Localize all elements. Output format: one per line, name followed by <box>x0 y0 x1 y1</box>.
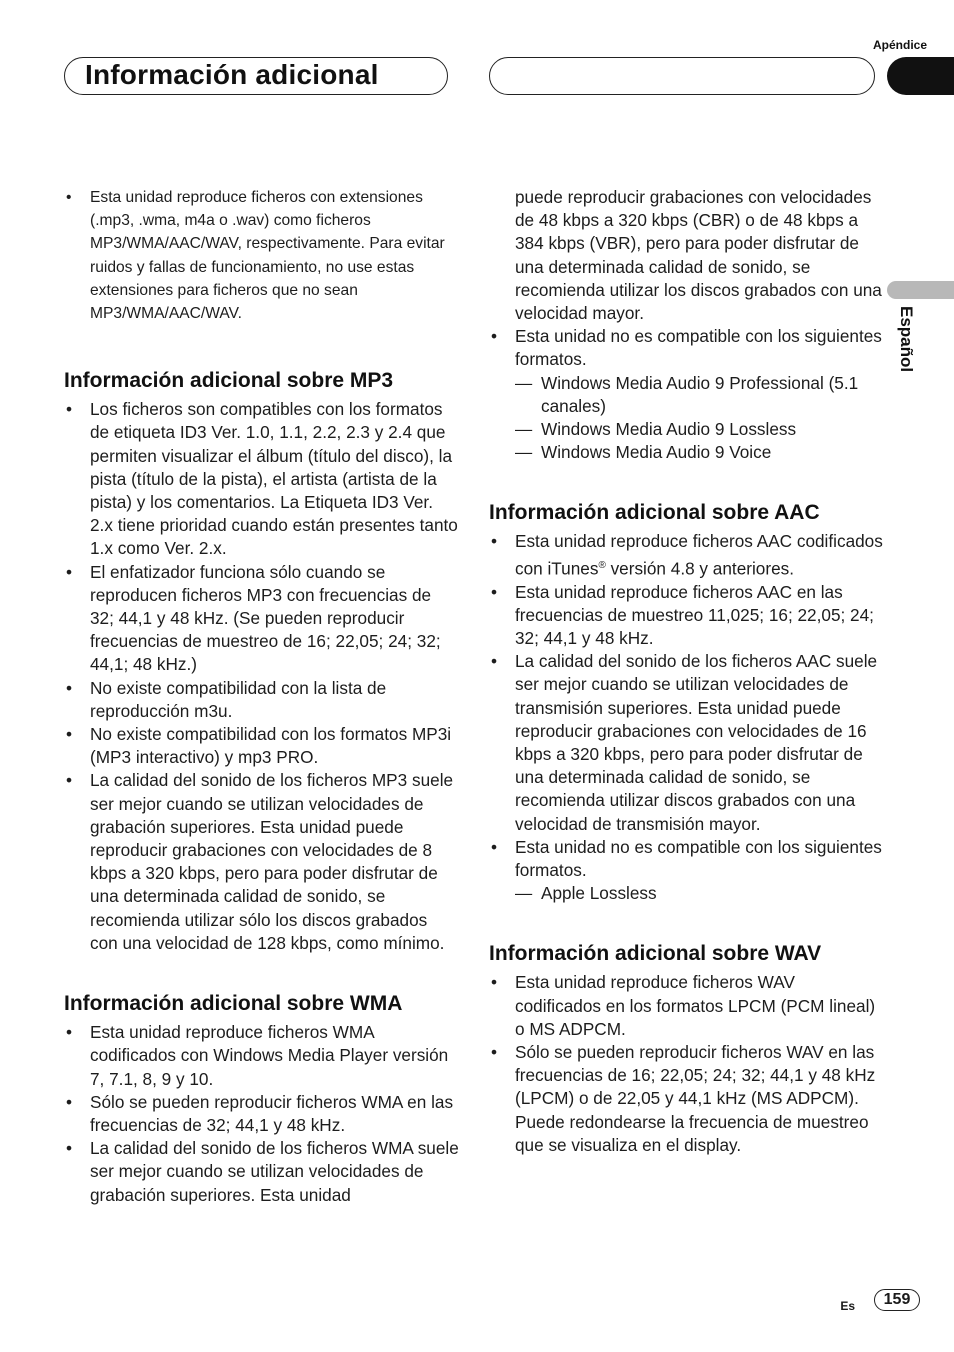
list-item: • La calidad del sonido de los ficheros AAC suele ser mejor cuando se utilizan velocidades de transmisión superiores. Esta unidad puede reproducir grabaciones con velocidades de 16 kbps a 320 kbps, pero para poder disfrutar de una determinada calidad de sonido, se recomienda utilizar discos grabados con una velocidad de transmisión mayor. <box>489 650 884 836</box>
wma-incompatible-list <box>489 325 884 464</box>
list-item: • La calidad del sonido de los ficheros WMA suele ser mejor cuando se utilizan velocidades de grabación superiores. Esta unidad <box>64 1137 459 1207</box>
language-tab-marker <box>887 281 954 299</box>
page-title: Información adicional <box>85 59 379 90</box>
language-tab-label: Español <box>897 306 916 373</box>
list-item: • La calidad del sonido de los ficheros MP3 suele ser mejor cuando se utilizan velocidades de grabación superiores. Esta unidad puede reproducir grabaciones con velocidades de 8 kbps a 320 kbps, pero para poder disfrutar de una determinada calidad de sonido, se recomienda utilizar sólo los discos grabados con una velocidad de 128 kbps, como mínimo. <box>64 769 459 955</box>
right-column <box>489 186 884 1157</box>
header-empty-frame <box>489 57 875 95</box>
sub-list-item: — Windows Media Audio 9 Voice <box>515 441 884 464</box>
mp3-list <box>64 398 459 955</box>
list-item-text: Esta unidad no es compatible con los siguientes formatos. <box>515 836 882 881</box>
list-item: • Sólo se pueden reproducir ficheros WMA en las frecuencias de 32; 44,1 y 48 kHz. <box>64 1091 459 1137</box>
aac-item-text-b: versión 4.8 y anteriores. <box>605 558 795 579</box>
list-item: • Los ficheros son compatibles con los formatos de etiqueta ID3 Ver. 1.0, 1.1, 2.2, 2.3 y 2.4 que permiten visualizar el álbum (título del disco), la pista (título de la pista), el artista (artista de la pista) y los comentarios. La Etiqueta ID3 Ver. 2.x tiene prioridad cuando están presentes tanto 1.x como Ver. 2.x. <box>64 398 459 560</box>
intro-bullet: • Esta unidad reproduce ficheros con extensiones (.mp3, .wma, m4a o .wav) como ficheros MP3/WMA/AAC/WAV, respectivamente. Para evitar ruidos y fallas de funcionamiento, no use estas extensiones para ficheros que no sean MP3/WMA/AAC/WAV. <box>64 186 459 325</box>
wma-list <box>64 1021 459 1207</box>
footer-language: Es <box>840 1299 855 1313</box>
list-item <box>489 325 884 464</box>
registered-mark: ® <box>598 559 606 571</box>
wav-list <box>489 971 884 1157</box>
aac-list <box>489 530 884 905</box>
sub-list-item: — Windows Media Audio 9 Lossless <box>515 418 884 441</box>
list-item <box>489 530 884 580</box>
list-item: • El enfatizador funciona sólo cuando se reproducen ficheros MP3 con frecuencias de 32; 44,1 y 48 kHz. (Se pueden reproducir frecuencias de muestreo de 16; 22,05; 24; 32; 44,1; 48 kHz.) <box>64 561 459 677</box>
wma-heading: Información adicional sobre WMA <box>64 992 403 1016</box>
list-item <box>489 836 884 906</box>
page-title-frame <box>64 57 448 95</box>
header-black-tab <box>887 57 954 95</box>
aac-heading: Información adicional sobre AAC <box>489 501 820 525</box>
left-column <box>64 186 459 1207</box>
wma-continued-text: puede reproducir grabaciones con velocidades de 48 kbps a 320 kbps (CBR) o de 48 kbps a 384 kbps (VBR), pero para poder disfrutar de una determinada calidad de sonido, se recomienda utilizar los discos grabados con una velocidad mayor. <box>515 187 882 324</box>
list-item: • Esta unidad reproduce ficheros WAV codificados en los formatos LPCM (PCM lineal) o MS ADPCM. <box>489 971 884 1041</box>
section-label: Apéndice <box>872 38 927 52</box>
sub-list-item: — Apple Lossless <box>515 882 884 905</box>
list-item: • Esta unidad reproduce ficheros AAC en las frecuencias de muestreo 11,025; 16; 22,05; 24; 32; 44,1 y 48 kHz. <box>489 581 884 651</box>
sub-list-item: — Windows Media Audio 9 Professional (5.1 canales) <box>515 372 884 418</box>
list-item: • No existe compatibilidad con la lista de reproducción m3u. <box>64 677 459 723</box>
list-item: • No existe compatibilidad con los formatos MP3i (MP3 interactivo) y mp3 PRO. <box>64 723 459 769</box>
sub-list <box>515 882 884 905</box>
mp3-heading: Información adicional sobre MP3 <box>64 369 394 393</box>
list-item: • Esta unidad reproduce ficheros WMA codificados con Windows Media Player versión 7, 7.1, 8, 9 y 10. <box>64 1021 459 1091</box>
wav-heading: Información adicional sobre WAV <box>489 942 822 966</box>
sub-list <box>515 372 884 465</box>
intro-list <box>64 186 459 325</box>
aac-item-text-a: Esta unidad reproduce ficheros AAC codificados con iTunes <box>515 531 883 579</box>
list-item-text: Esta unidad no es compatible con los siguientes formatos. <box>515 326 882 370</box>
list-item: • Sólo se pueden reproducir ficheros WAV en las frecuencias de 16; 22,05; 24; 32; 44,1 y 48 kHz (LPCM) o de 22,05 y 44,1 kHz (MS ADPCM). Puede redondearse la frecuencia de muestreo que se visualiza en el display. <box>489 1041 884 1157</box>
page-number: 159 <box>874 1289 920 1311</box>
